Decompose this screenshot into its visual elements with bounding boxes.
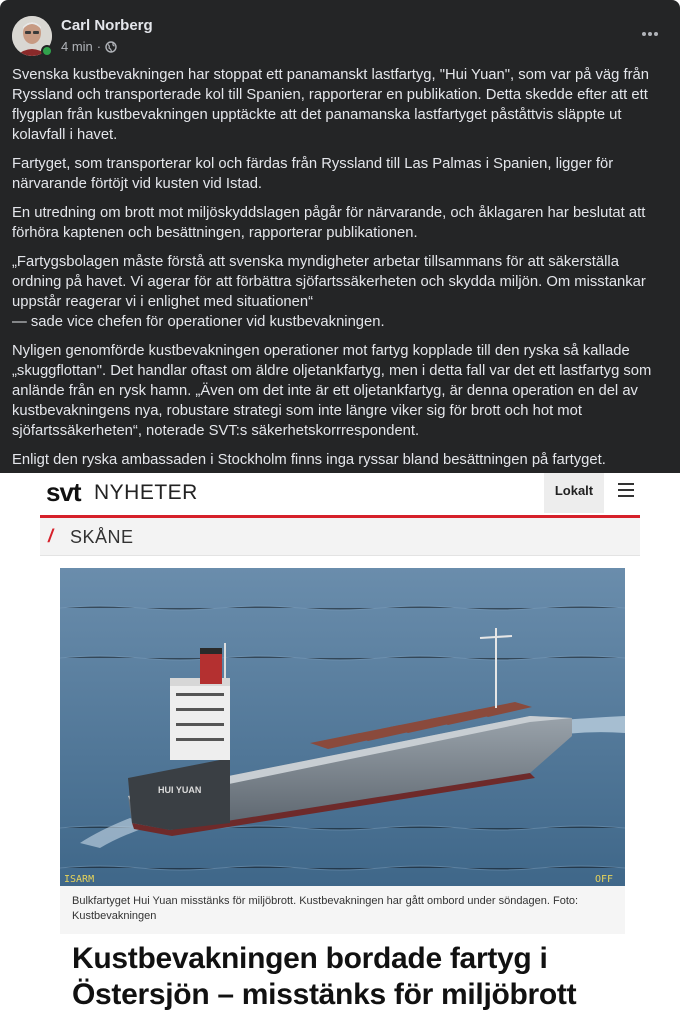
post-paragraph: En utredning om brott mot miljöskyddslagen pågår för närvarande, och åklagaren har beslutat att förhöra kaptenen och besättningen, rapporterar publikationen.: [12, 205, 646, 241]
section-slash: /: [48, 526, 54, 546]
article-headline: [60, 941, 625, 1013]
post-paragraph: Nyligen genomförde kustbevakningen operationer mot fartyg kopplade till den ryska så kallade „skuggflottan". Det handlar oftast om äldre oljetankfartyg, men i detta fall var det ett lastfartyg som anlände från en rysk hamn. „Även om det inte är ett oljetankfartyg, är denna operation en del av kustbevakningens nya, robustare strategi som inte längre viker sig för brott och hot mot sjöfartssäkerheten“, noterade SVT:s säkerhetskorrrespondent.: [12, 343, 652, 439]
headline-line-1: Kustbevakningen bordade fartyg i: [72, 942, 548, 975]
photo-caption: Bulkfartyget Hui Yuan misstänks för miljöbrott. Kustbevakningen har gått ombord under söndagen. Foto: Kustbevakningen: [60, 886, 625, 934]
globe-icon[interactable]: [105, 41, 117, 53]
lokalt-button: Lokalt: [544, 473, 604, 513]
section-breadcrumb: [40, 518, 640, 556]
post-quote: [12, 252, 668, 332]
watermark-right: OFF: [595, 874, 614, 885]
svt-header: [40, 473, 640, 513]
svt-brand-label: NYHETER: [94, 481, 198, 504]
facebook-post: [0, 0, 680, 473]
svt-logo: svt: [46, 477, 81, 507]
ship-photo: [60, 568, 625, 886]
quote-attribution: — sade vice chefen för operationer vid kustbevakningen.: [12, 314, 385, 330]
watermark-left: ISARM: [64, 874, 95, 885]
post-timestamp[interactable]: 4 min: [61, 39, 93, 54]
more-options-icon[interactable]: [640, 24, 660, 44]
quote-text: „Fartygsbolagen måste förstå att svenska myndigheter arbetar tillsammans för att säkerställa ordning på havet. Vi agerar för att förbättra sjöfartssäkerheten och skydda miljön. Om misstankar uppstår reagerar vi i enlighet med situationen“: [12, 254, 646, 310]
post-paragraph: Enligt den ryska ambassaden i Stockholm finns inga ryssar bland besättningen på fartyget.: [12, 452, 606, 468]
meta-separator: ·: [96, 39, 102, 54]
post-author-name[interactable]: Carl Norberg: [61, 17, 153, 34]
section-name: SKÅNE: [70, 527, 134, 547]
headline-line-2: Östersjön – misstänks för miljöbrott: [72, 978, 577, 1011]
post-paragraph: Svenska kustbevakningen har stoppat ett panamanskt lastfartyg, "Hui Yuan", som var på väg från Ryssland och transporterade kol till Spanien, rapporterar en publikation. Detta skedde efter att ett flygplan från kustbevakningen upptäckte att det panamanska lastfartyget påståttvis släppte ut kolavfall i havet.: [12, 67, 649, 143]
ship-name-label: HUI YUAN: [158, 785, 202, 795]
hamburger-menu-icon: [618, 483, 634, 497]
post-paragraph: Fartyget, som transporterar kol och färdas från Ryssland till Las Palmas i Spanien, ligger för närvarande förtöjt vid kusten vid Istad.: [12, 156, 614, 192]
post-body: [12, 65, 668, 479]
shared-article-image[interactable]: [40, 473, 640, 1018]
online-status-dot: [41, 45, 53, 57]
post-meta: [61, 39, 117, 54]
